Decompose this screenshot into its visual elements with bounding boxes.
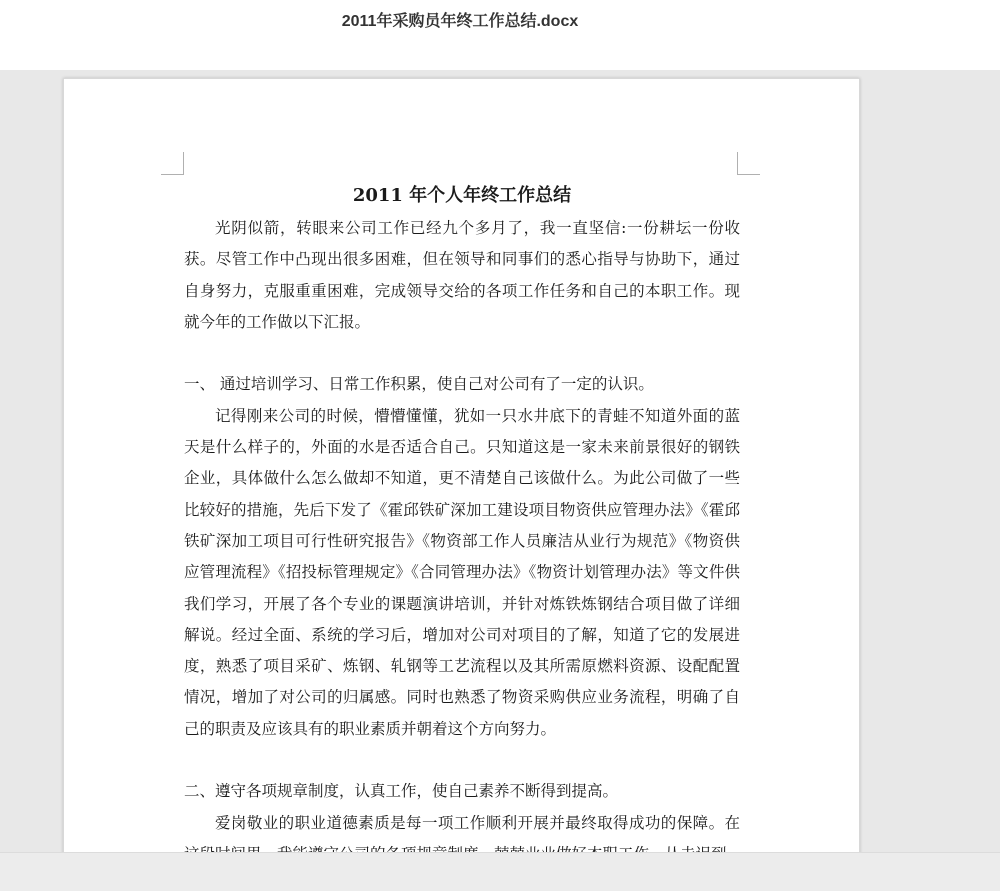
title-bar — [0, 0, 1000, 70]
document-page — [63, 78, 860, 890]
intro-paragraph: 光阴似箭，转眼来公司工作已经九个多月了，我一直坚信:一份耕坛一份收获。尽管工作中凸现出很多困难，但在领导和同事们的悉心指导与协助下，通过自身努力，克服重重困难，完成领导交给的各项工作任务和自己的本职工作。现就今年的工作做以下汇报。 — [184, 219, 740, 331]
margin-corner-mark-top-left — [161, 152, 184, 175]
bottom-bar — [0, 852, 1000, 891]
section-2-heading: 二、遵守各项规章制度，认真工作，使自己素养不断得到提高。 — [184, 782, 619, 801]
page-content — [184, 179, 740, 870]
document-viewer[interactable] — [0, 70, 1000, 890]
blank-line — [184, 745, 740, 776]
document-file-title: 2011年采购员年终工作总结.docx — [341, 13, 579, 30]
section-1-heading: 一、 通过培训学习、日常工作积累，使自己对公司有了一定的认识。 — [184, 375, 654, 394]
document-title: 2011 年个人年终工作总结 — [352, 185, 572, 206]
blank-line — [184, 338, 740, 369]
section-2-paragraph: 爱岗敬业的职业道德素质是每一项工作顺利开展并最终取得成功的保障。在 — [215, 813, 740, 832]
section-1-paragraph: 记得刚来公司的时候，懵懵懂懂，犹如一只水井底下的青蛙不知道外面的蓝天是什么样子的，外面的水是否适合自己。只知道这是一家未来前景很好的钢铁企业，具体做什么怎么做却不知道，更不清楚自己该做什么。为此公司做了一些比较好的措施，先后下发了《霍邱铁矿深加工建设项目物资供应管理办法》《霍邱铁矿深加工项目可行性研究报告》《物资部工作人员廉洁从业行为规范》《物资供应管理流程》《招投标管理规定》《合同管理办法》《物资计划管理办法》等文件供我们学习，开展了各个专业的课题演讲培训，并针对炼铁炼钢结合项目做了详细解说。经过全面、系统的学习后，增加对公司对项目的了解，知道了它的发展进度，熟悉了项目采矿、炼钢、轧钢等工艺流程以及其所需原燃料资源、设配配置情况，增加了对公司的归属感。同时也熟悉了物资采购供应业务流程，明确了自己的职责及应该具有的职业素质并朝着这个方向努力。 — [184, 406, 740, 738]
margin-corner-mark-top-right — [737, 152, 760, 175]
